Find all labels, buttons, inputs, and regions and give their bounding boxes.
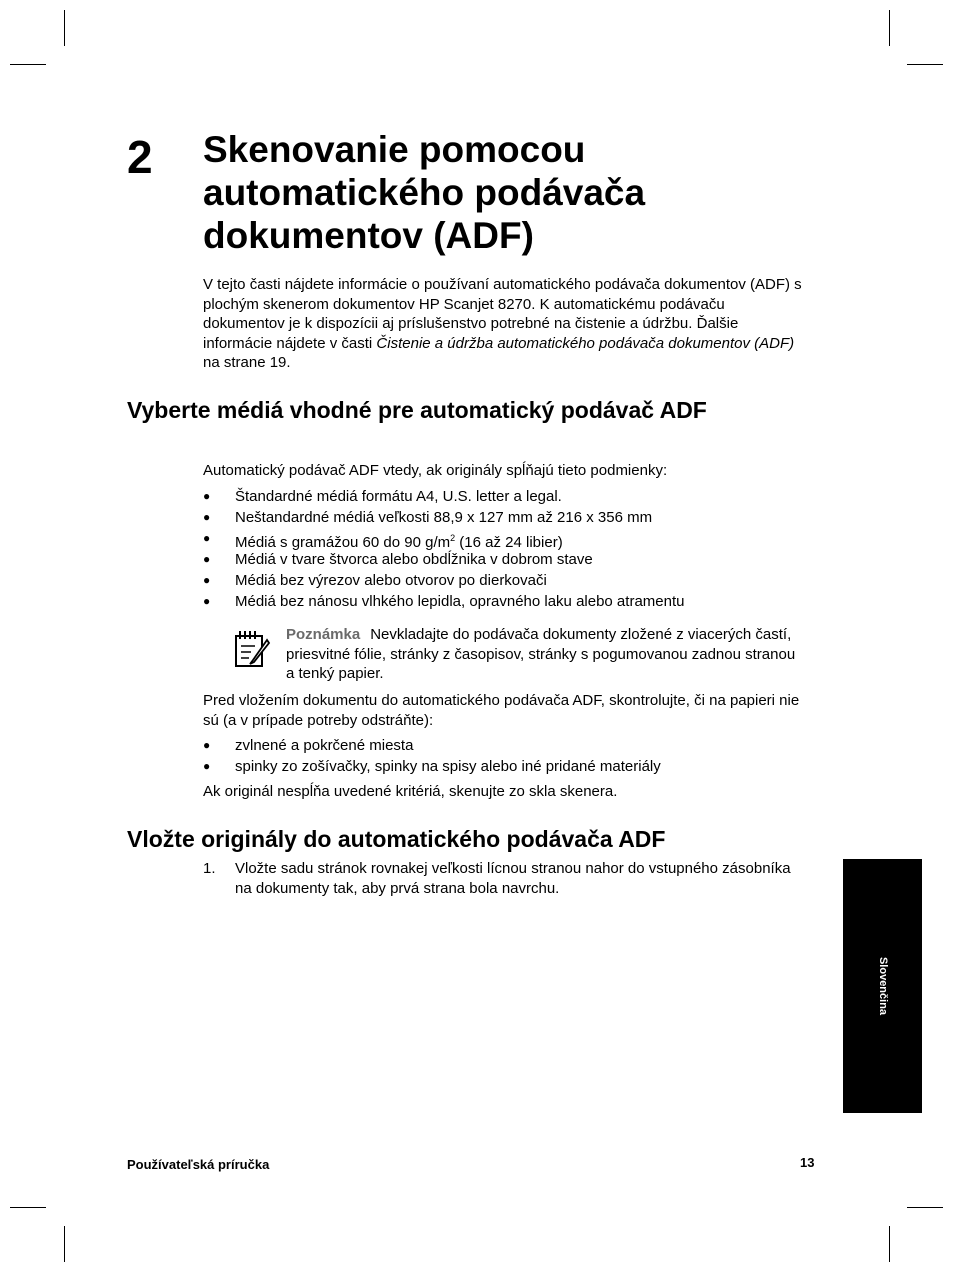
crop-mark [907,1207,943,1208]
list-item [203,591,803,612]
language-tab-label: Slovenčina [876,956,889,1016]
bullet-icon: ● [203,573,211,587]
note-pad-icon [233,628,271,670]
intro-paragraph [203,275,803,373]
language-tab [843,859,922,1113]
list-item-text: Médiá bez nánosu vlhkého lepidla, opravného laku alebo atramentu [235,593,685,610]
page-number: 13 [800,1155,815,1170]
crop-mark [10,64,46,65]
bullet-icon: ● [203,510,211,524]
list-item-text: Médiá bez výrezov alebo otvorov po dierkovači [235,572,547,589]
crop-mark [889,10,890,46]
list-item-text: Štandardné médiá formátu A4, U.S. letter a legal. [235,488,562,505]
list-item [203,570,803,591]
list-item [203,507,803,528]
list-item-text: Médiá v tvare štvorca alebo obdĺžnika v dobrom stave [235,551,593,568]
note-text [286,625,806,684]
chapter-title-line: automatického podávača [203,172,646,213]
crop-mark [64,1226,65,1262]
crop-mark [907,64,943,65]
bullet-icon: ● [203,552,211,566]
list-item-text-suffix: (16 až 24 libier) [455,534,563,551]
chapter-number: 2 [127,131,153,183]
intro-text: V tejto časti nájdete informácie o používaní automatického podávača dokumentov (ADF) s plochým skenerom dokumentov HP Scanjet 8270. K automatickému podávaču dokumentov je k dispozícii aj príslušenstvo potrebné na čistenie a údržbu. Ďalšie informácie nájdete v časti [203,276,802,352]
crop-mark [10,1207,46,1208]
step-number: 1. [203,860,216,877]
step-text: Vložte sadu stránok rovnakej veľkosti lícnou stranou nahor do vstupného zásobníka na dokumenty tak, aby prvá strana bola navrchu. [235,860,791,897]
check-paragraph: Pred vložením dokumentu do automatického podávača ADF, skontrolujte, či na papieri nie sú (a v prípade potreby odstráňte): [203,692,800,729]
list-item [203,756,803,777]
intro-text-end: na strane 19. [203,354,291,371]
list-item [203,528,803,549]
chapter-title-line: Skenovanie pomocou [203,129,586,170]
bullet-icon: ● [203,594,211,608]
chapter-title [203,128,823,257]
section-heading-load: Vložte originály do automatického podávača ADF [127,826,666,852]
list-item [203,735,803,756]
media-lead-text: Automatický podávač ADF vtedy, ak originály spĺňajú tieto podmienky: [203,462,668,479]
list-item-text: spinky zo zošívačky, spinky na spisy alebo iné pridané materiály [235,758,661,775]
check-list [203,735,803,777]
crop-mark [64,10,65,46]
bullet-icon: ● [203,759,211,773]
list-item [203,549,803,570]
list-item [203,486,803,507]
list-item-text: zvlnené a pokrčené miesta [235,737,414,754]
bullet-icon: ● [203,489,211,503]
fallback-paragraph: Ak originál nespĺňa uvedené kritériá, skenujte zo skla skenera. [203,783,618,800]
note-label: Poznámka [286,626,361,643]
section-heading-media: Vyberte médiá vhodné pre automatický podávač ADF [127,397,707,423]
media-requirements-list [203,486,803,612]
list-item-text: Médiá s gramážou 60 do 90 g/m [235,534,451,551]
superscript: 2 [450,533,456,543]
bullet-icon: ● [203,531,211,545]
list-item-text: Neštandardné médiá veľkosti 88,9 x 127 mm až 216 x 356 mm [235,509,653,526]
crop-mark [889,1226,890,1262]
bullet-icon: ● [203,738,211,752]
chapter-title-line: dokumentov (ADF) [203,215,534,256]
cross-reference-link: Čistenie a údržba automatického podávača dokumentov (ADF) [376,334,795,352]
footer-manual-title: Používateľská príručka [127,1157,270,1172]
note-body: Nevkladajte do podávača dokumenty zložené z viacerých častí, priesvitné fólie, stránky z časopisov, stránky s pogumovanou zadnou stranou a tenký papier. [286,626,796,682]
